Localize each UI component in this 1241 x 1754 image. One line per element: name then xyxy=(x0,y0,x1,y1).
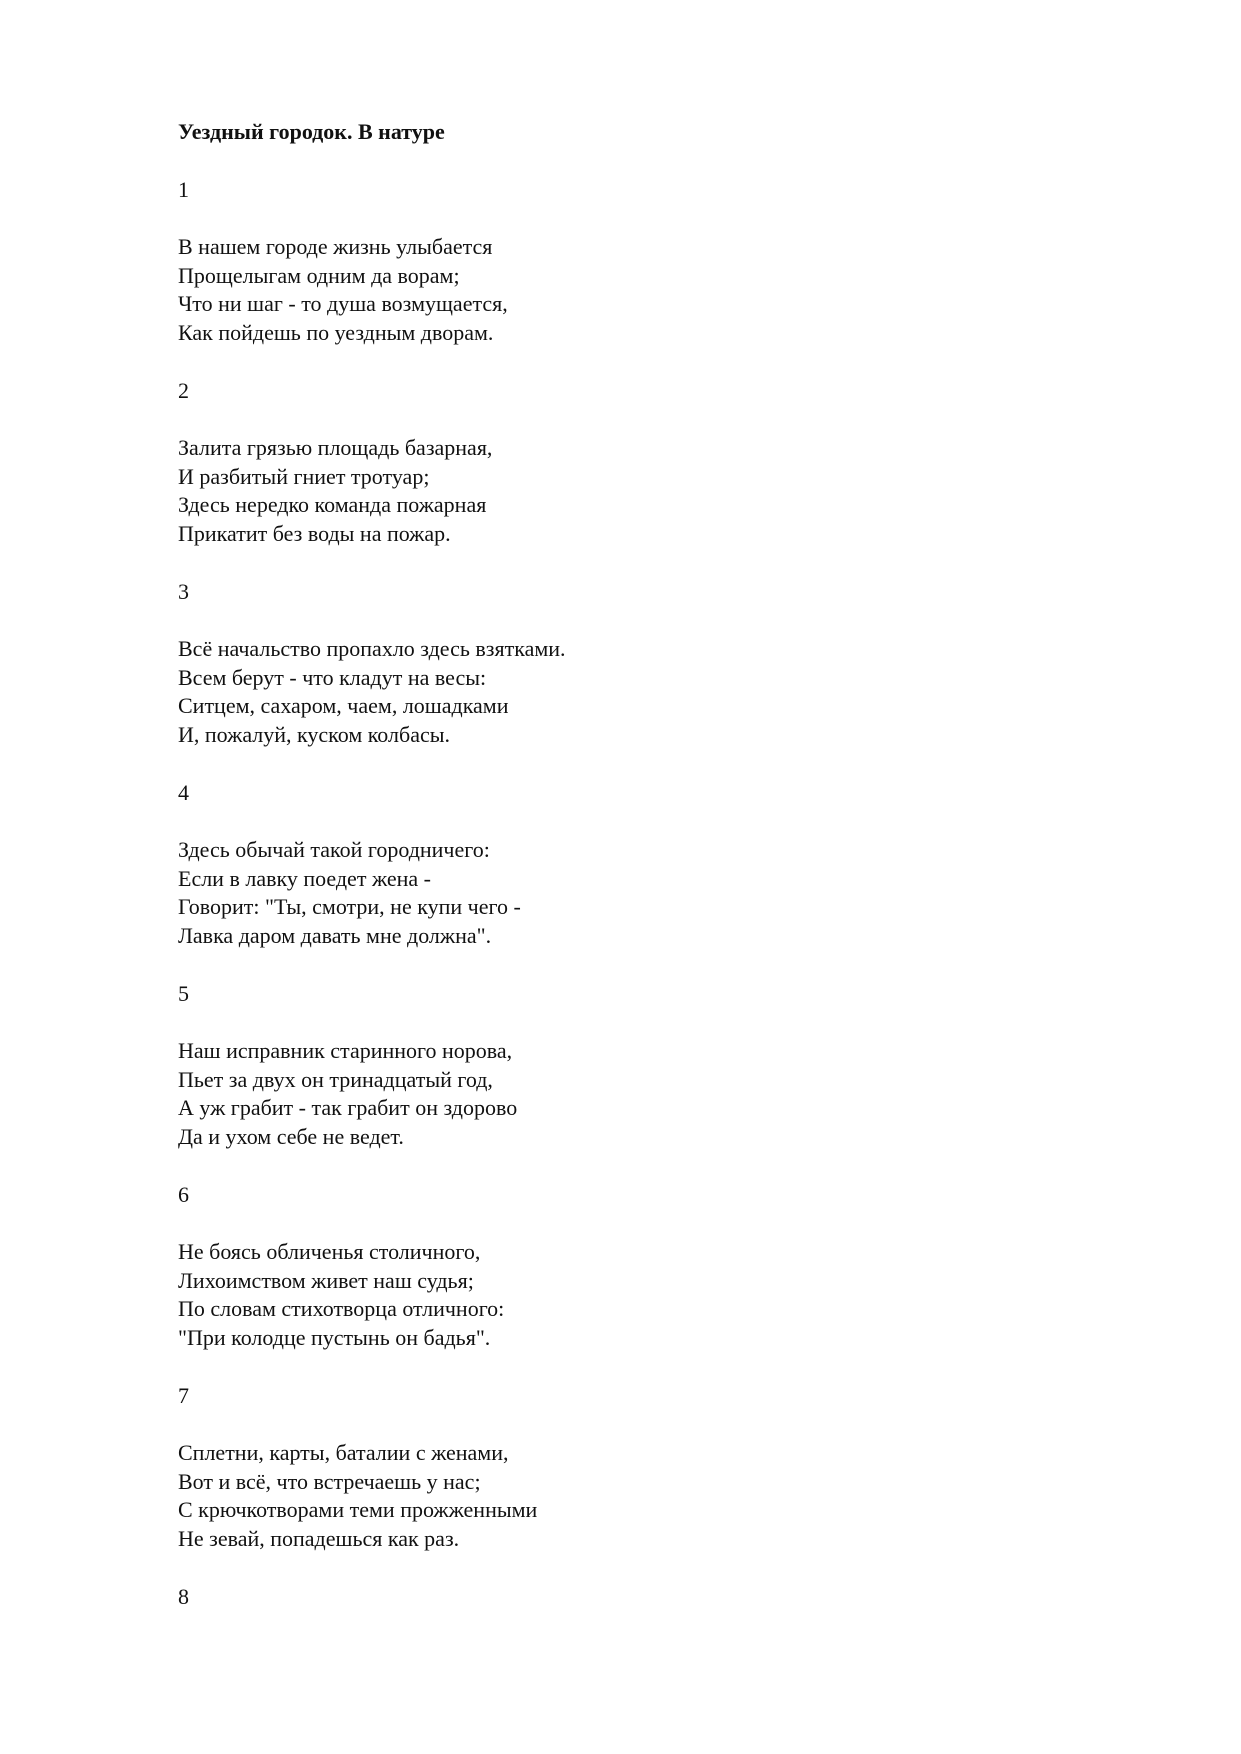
verse-line: Всё начальство пропахло здесь взятками. xyxy=(178,636,566,661)
verse-line: Прикатит без воды на пожар. xyxy=(178,520,451,546)
stanza-8 xyxy=(178,1583,1158,1611)
stanza-lines xyxy=(178,1037,1158,1151)
stanza-number: 8 xyxy=(178,1584,189,1609)
verse-line: Здесь обычай такой городничего: xyxy=(178,837,490,862)
verse-line: Говорит: "Ты, смотри, не купи чего - xyxy=(178,894,521,919)
verse-line: По словам стихотворца отличного: xyxy=(178,1296,505,1321)
verse-line: С крючкотворами теми прожженными xyxy=(178,1497,538,1522)
stanza-7 xyxy=(178,1382,1158,1553)
stanza-6 xyxy=(178,1181,1158,1352)
stanza-lines xyxy=(178,635,1158,749)
stanza-number: 6 xyxy=(178,1182,189,1207)
poem-title: Уездный городок. В натуре xyxy=(178,119,445,144)
stanza-lines xyxy=(178,836,1158,950)
verse-line: Лавка даром давать мне должна". xyxy=(178,922,492,948)
verse-line: И, пожалуй, куском колбасы. xyxy=(178,721,451,747)
verse-line: Наш исправник старинного норова, xyxy=(178,1038,513,1063)
stanza-number: 1 xyxy=(178,177,189,202)
verse-line: А уж грабит - так грабит он здорово xyxy=(178,1095,518,1120)
stanza-2 xyxy=(178,377,1158,548)
verse-line: Ситцем, сахаром, чаем, лошадками xyxy=(178,693,509,718)
verse-line: Пьет за двух он тринадцатый год, xyxy=(178,1066,493,1092)
stanza-number: 3 xyxy=(178,579,189,604)
verse-line: В нашем городе жизнь улыбается xyxy=(178,234,493,259)
verse-line: И разбитый гниет тротуар; xyxy=(178,463,430,489)
stanza-3 xyxy=(178,578,1158,749)
stanza-5 xyxy=(178,980,1158,1151)
verse-line: Сплетни, карты, баталии с женами, xyxy=(178,1440,509,1465)
verse-line: Не зевай, попадешься как раз. xyxy=(178,1525,460,1551)
verse-line: Прощелыгам одним да ворам; xyxy=(178,262,460,288)
stanza-4 xyxy=(178,779,1158,950)
verse-line: Лихоимством живет наш судья; xyxy=(178,1267,474,1293)
verse-line: Что ни шаг - то душа возмущается, xyxy=(178,291,508,316)
verse-line: Если в лавку поедет жена - xyxy=(178,865,431,891)
verse-line: Вот и всё, что встречаешь у нас; xyxy=(178,1468,481,1494)
stanza-number: 4 xyxy=(178,780,189,805)
stanza-number: 7 xyxy=(178,1383,189,1408)
verse-line: Залита грязью площадь базарная, xyxy=(178,435,493,460)
document-page xyxy=(178,118,1158,1640)
stanza-lines xyxy=(178,233,1158,347)
stanza-number: 2 xyxy=(178,378,189,403)
verse-line: Здесь нередко команда пожарная xyxy=(178,492,487,517)
stanza-number: 5 xyxy=(178,981,189,1006)
verse-line: Всем берут - что кладут на весы: xyxy=(178,664,487,690)
stanza-lines xyxy=(178,434,1158,548)
stanza-lines xyxy=(178,1439,1158,1553)
verse-line: Не боясь обличенья столичного, xyxy=(178,1239,481,1264)
stanza-1 xyxy=(178,176,1158,347)
verse-line: Да и ухом себе не ведет. xyxy=(178,1123,404,1149)
verse-line: "При колодце пустынь он бадья". xyxy=(178,1324,491,1350)
verse-line: Как пойдешь по уездным дворам. xyxy=(178,319,494,345)
stanza-lines xyxy=(178,1238,1158,1352)
